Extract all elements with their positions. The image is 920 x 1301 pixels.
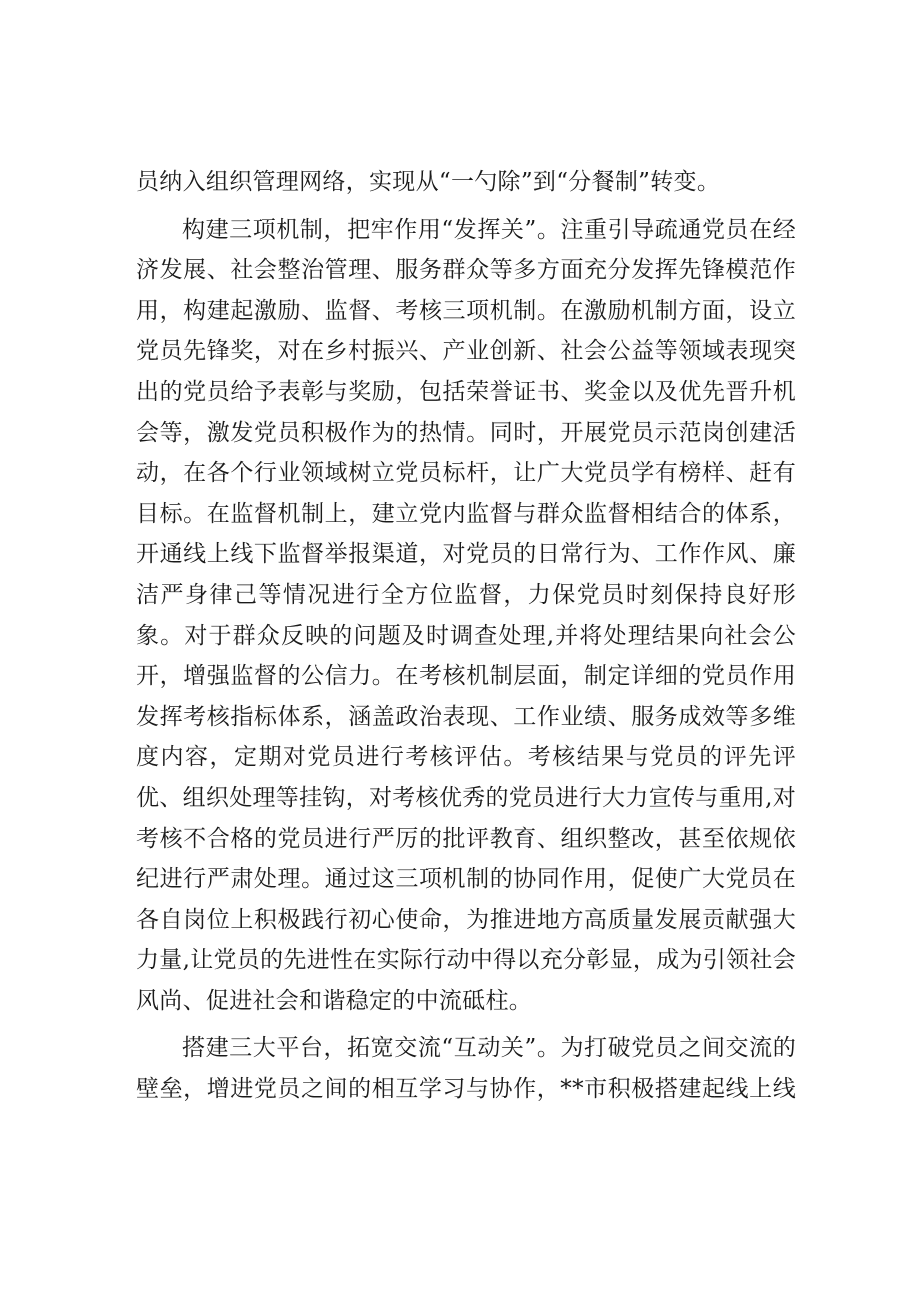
paragraph-continuation: 员纳入组织管理网络，实现从“一勺除”到“分餐制”转变。 — [136, 169, 721, 195]
paragraph-gap — [136, 203, 796, 210]
document-body — [136, 162, 796, 1110]
paragraph-three-mechanisms: 构建三项机制，把牢作用“发挥关”。注重引导疏通党员在经济发展、社会整治管理、服务群众等多方面充分发挥先锋模范作用，构建起激励、监督、考核三项机制。在激励机制方面，设立党员先锋奖，对在乡村振兴、产业创新、社会公益等领域表现突出的党员给予表彰与奖励，包括荣誉证书、奖金以及优先晋升机会等，激发党员积极作为的热情。同时，开展党员示范岗创建活动，在各个行业领域树立党员标杆，让广大党员学有榜样、赶有目标。在监督机制上，建立党内监督与群众监督相结合的体系，开通线上线下监督举报渠道，对党员的日常行为、工作作风、廉洁严身律己等情况进行全方位监督，力保党员时刻保持良好形象。对于群众反映的问题及时调查处理,并将处理结果向社会公开，增强监督的公信力。在考核机制层面，制定详细的党员作用发挥考核指标体系，涵盖政治表现、工作业绩、服务成效等多维度内容，定期对党员进行考核评估。考核结果与党员的评先评优、组织处理等挂钩，对考核优秀的党员进行大力宣传与重用,对考核不合格的党员进行严厉的批评教育、组织整改，甚至依规依纪进行严肃处理。通过这三项机制的协同作用，促使广大党员在各自岗位上积极践行初心使命，为推进地方高质量发展贡献强大力量,让党员的先进性在实际行动中得以充分彰显，成为引领社会风尚、促进社会和谐稳定的中流砥柱。 — [136, 216, 797, 1014]
paragraph-gap — [136, 1021, 796, 1028]
paragraph-three-platforms: 搭建三大平台，拓宽交流“互动关”。为打破党员之间交流的壁垒，增进党员之间的相互学习与协作，**市积极搭建起线上线 — [136, 1035, 796, 1103]
